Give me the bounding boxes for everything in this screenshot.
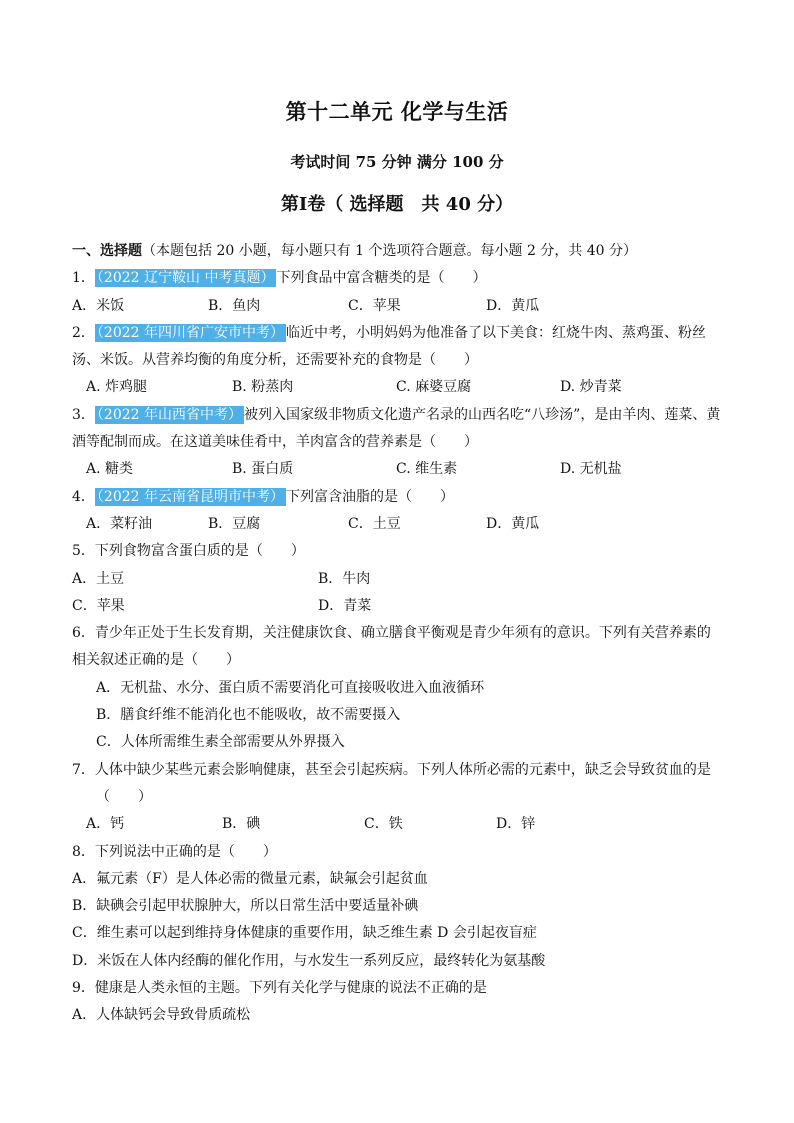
source-tag: （2022 年云南省昆明市中考）: [96, 488, 285, 505]
option-c: C. 麻婆豆腐: [396, 379, 472, 396]
question-text: 被列入国家级非物质文化遗产名录的山西名吃“八珍汤”，是由羊肉、莲菜、黄: [244, 406, 721, 423]
option-d: D．黄瓜: [486, 297, 540, 314]
question-text: 下列富含油脂的是（ ）: [286, 488, 455, 505]
question-text: 临近中考，小明妈妈为他准备了以下美食：红烧牛肉、蒸鸡蛋、粉丝: [286, 324, 707, 341]
option-a: A. 炸鸡腿: [86, 379, 148, 396]
option-a: A．氟元素（F）是人体必需的微量元素，缺氟会引起贫血: [72, 870, 428, 887]
question-text: 下列食品中富含糖类的是（ ）: [276, 270, 487, 287]
question-list: [72, 238, 732, 1030]
option-c: C．土豆: [348, 515, 401, 532]
option-a: A．菜籽油: [86, 515, 153, 532]
option-d: D．米饭在人体内经酶的催化作用，与水发生一系列反应，最终转化为氨基酸: [72, 952, 546, 969]
option-c: C．苹果: [348, 297, 401, 314]
source-tag: （2022 辽宁鞍山 中考真题）: [96, 270, 275, 287]
options-row: [72, 293, 732, 320]
option-a: A. 糖类: [86, 461, 134, 478]
question-6: 6．青少年正处于生长发育期，关注健康饮食、确立膳食平衡观是青少年须有的意识。下列有关营养素的: [72, 625, 711, 642]
volume-heading: 第Ⅰ卷（ 选择题 共 40 分）: [280, 194, 514, 215]
options-row: [72, 566, 732, 593]
option-b: B. 蛋白质: [232, 461, 294, 478]
option-c: C．维生素可以起到维持身体健康的重要作用，缺乏维生素 D 会引起夜盲症: [72, 925, 537, 942]
question-number: 3．: [72, 406, 95, 423]
question-4: [72, 484, 732, 511]
option-a: A．人体缺钙会导致骨质疏松: [72, 1007, 251, 1024]
section-desc: （本题包括 20 小题，每小题只有 1 个选项符合题意。每小题 2 分，共 40 分）: [142, 243, 638, 259]
option-c: C．人体所需维生素全部需要从外界摄入: [96, 734, 345, 751]
option-b: B．碘: [222, 816, 261, 833]
question-number: 1．: [72, 270, 95, 287]
option-b: B. 粉蒸肉: [232, 379, 294, 396]
options-row: [72, 811, 732, 838]
question-number: 2．: [72, 324, 95, 341]
option-c: C．苹果: [72, 597, 125, 614]
question-3: [72, 402, 732, 429]
option-b: B．豆腐: [208, 515, 261, 532]
option-a: A．米饭: [72, 297, 125, 314]
question-6-cont: 相关叙述正确的是（ ）: [72, 652, 240, 669]
options-row: [72, 456, 732, 483]
option-a: A．土豆: [72, 570, 125, 587]
section-label: 一、选择题: [72, 243, 142, 259]
option-d: D．青菜: [318, 597, 372, 614]
option-b: B．缺碘会引起甲状腺肿大，所以日常生活中要适量补碘: [72, 898, 419, 915]
option-a: A．钙: [86, 816, 125, 833]
option-b: B．牛肉: [318, 570, 371, 587]
option-d: D．黄瓜: [486, 515, 540, 532]
options-row: [72, 374, 732, 401]
exam-info: 考试时间 75 分钟 满分 100 分: [290, 153, 504, 171]
question-9: 9．健康是人类永恒的主题。下列有关化学与健康的说法不正确的是: [72, 980, 487, 997]
option-d: D. 无机盐: [560, 461, 622, 478]
option-c: C．铁: [364, 816, 403, 833]
options-row: [72, 511, 732, 538]
source-tag: （2022 年山西省中考）: [96, 406, 243, 423]
option-b: B．鱼肉: [208, 297, 261, 314]
page-title: 第十二单元 化学与生活: [285, 99, 509, 124]
option-d: D. 炒青菜: [560, 379, 622, 396]
question-2-cont: 汤、米饭。从营养均衡的角度分析，还需要补充的食物是（ ）: [72, 352, 478, 369]
question-5: 5．下列食物富含蛋白质的是（ ）: [72, 543, 305, 560]
question-7-cont: （ ）: [96, 788, 152, 805]
source-tag: （2022 年四川省广安市中考）: [96, 324, 285, 341]
option-d: D．锌: [496, 816, 536, 833]
question-7: 7．人体中缺少某些元素会影响健康，甚至会引起疾病。下列人体所必需的元素中，缺乏会导致贫血的是: [72, 761, 711, 778]
section-heading: [72, 238, 732, 265]
question-number: 4．: [72, 488, 95, 505]
question-1: [72, 265, 732, 292]
option-c: C. 维生素: [396, 461, 458, 478]
option-b: B．膳食纤维不能消化也不能吸收，故不需要摄入: [96, 707, 401, 724]
question-3-cont: 酒等配制而成。在这道美味佳肴中，羊肉富含的营养素是（ ）: [72, 434, 478, 451]
options-row: [72, 593, 732, 620]
question-2: [72, 320, 732, 347]
question-8: 8．下列说法中正确的是（ ）: [72, 843, 277, 860]
option-a: A．无机盐、水分、蛋白质不需要消化可直接吸收进入血液循环: [96, 679, 485, 696]
